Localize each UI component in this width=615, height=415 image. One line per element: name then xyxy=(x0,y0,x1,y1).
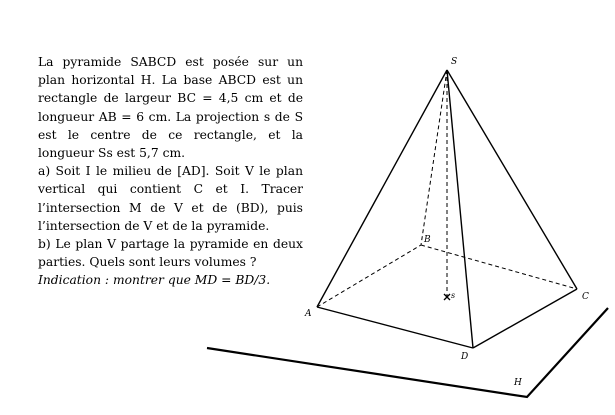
edge-sc xyxy=(447,70,577,289)
edge-ab-hidden xyxy=(317,245,421,307)
edge-ad xyxy=(317,307,473,348)
problem-intro: La pyramide SABCD est posée sur un plan horizontal H. La base ABCD est un rectangle de largeur BC = 4,5 cm et de longueur AB = 6 cm. La projection s de S est le centre de ce rectangle, et la longueur Ss est 5,7 cm. xyxy=(38,55,303,161)
label-a: A xyxy=(305,309,312,319)
label-d: D xyxy=(461,352,469,362)
edge-dc xyxy=(473,289,577,348)
label-b: B xyxy=(424,235,431,245)
plane-h-outline xyxy=(207,308,608,397)
edge-bc-hidden xyxy=(421,245,577,289)
problem-part-a: a) Soit I le milieu de [AD]. Soit V le plan vertical qui contient C et I. Tracer l’intersection M de V et de (BD), puis l’intersection de V et de la pyramide. xyxy=(38,164,303,233)
edge-sb-hidden xyxy=(421,70,447,245)
problem-part-b: b) Le plan V partage la pyramide en deux parties. Quels sont leurs volumes ? xyxy=(38,237,303,270)
label-s-foot: s xyxy=(451,291,456,300)
edge-sd xyxy=(447,70,473,348)
problem-hint: Indication : montrer que MD = BD/3. xyxy=(38,273,271,288)
edge-sa xyxy=(317,70,447,307)
label-c: C xyxy=(582,292,589,302)
label-plane-h: H xyxy=(514,378,522,388)
label-s-apex: S xyxy=(451,57,458,67)
